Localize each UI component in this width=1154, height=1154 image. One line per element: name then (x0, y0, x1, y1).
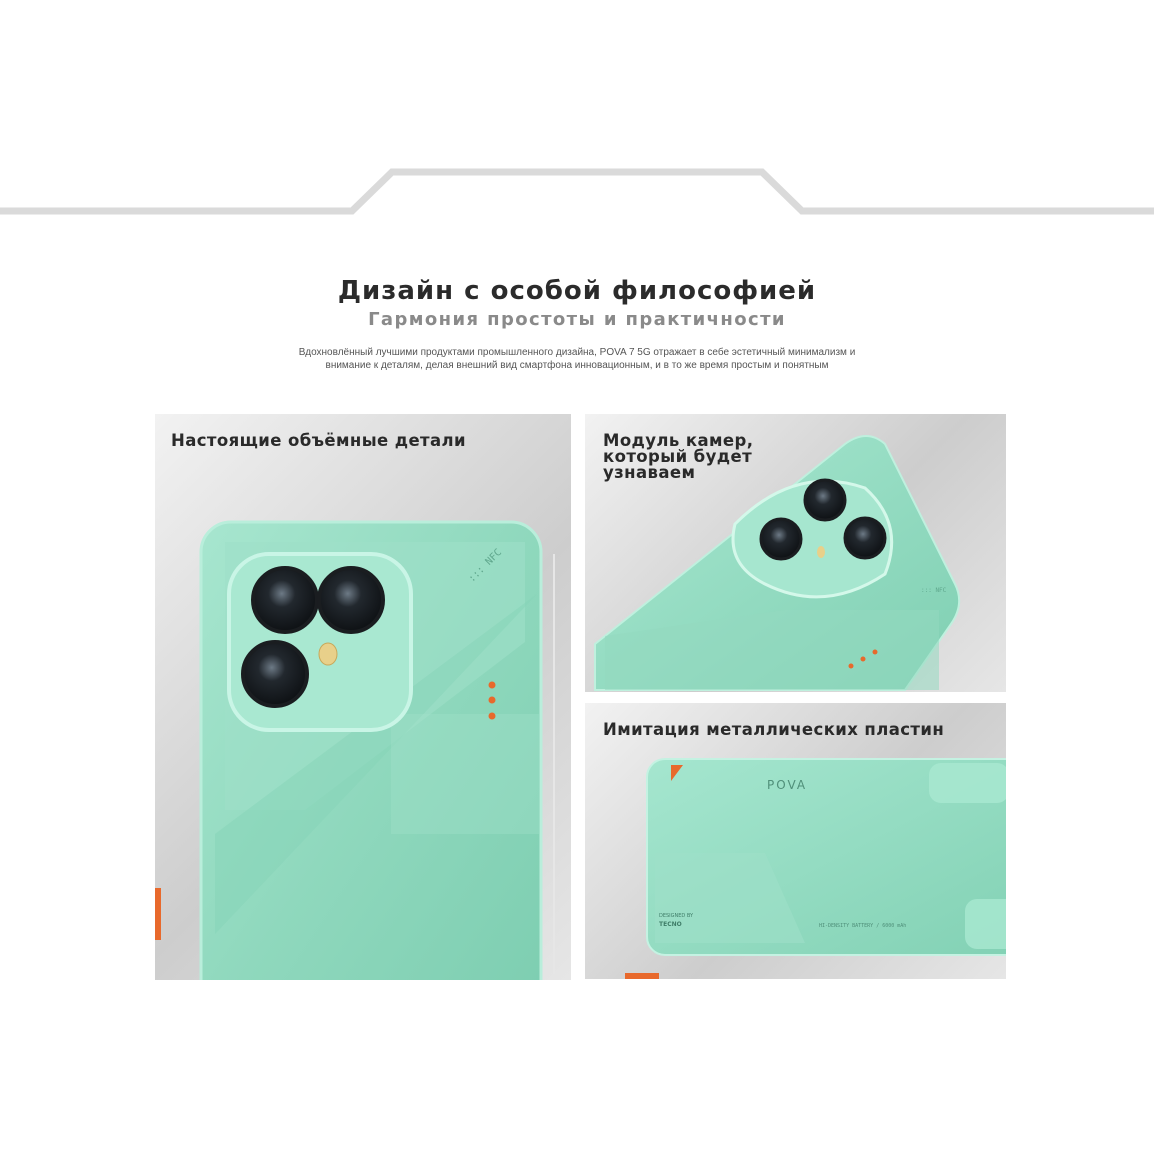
phone-back-image (155, 414, 571, 980)
camera-lens-icon (253, 568, 317, 632)
svg-text:POVA: POVA (767, 778, 808, 792)
svg-text:HI-DENSITY BATTERY / 6000 mAh: HI-DENSITY BATTERY / 6000 mAh (819, 923, 907, 929)
panel-label-metal-plates: Имитация металлических пластин (603, 720, 945, 739)
panel-label-volumetric-details: Настоящие объёмные детали (171, 431, 467, 450)
decorative-frame-line (0, 160, 1154, 220)
page-subtitle: Гармония простоты и практичности (368, 309, 786, 330)
page-description: Вдохновлённый лучшими продуктами промышленного дизайна, POVA 7 5G отражает в себе эстетичный минимализм и внимание к деталям, делая внешний вид смартфона инновационным, и в то же время простым и понятным (298, 347, 856, 371)
svg-text:DESIGNED BY: DESIGNED BY (659, 913, 694, 919)
feature-panel-volumetric-details (155, 414, 571, 980)
svg-text:::: NFC: ::: NFC (466, 547, 505, 585)
metal-plates-image (585, 703, 1006, 979)
orange-bottom-tab (625, 973, 659, 979)
page-title: Дизайн с особой философией (337, 276, 817, 306)
svg-text:::: NFC: ::: NFC (921, 587, 947, 594)
feature-panel-metal-plates (585, 703, 1006, 979)
panel-label-camera-module: Модуль камер, который будет узнаваем (603, 431, 754, 482)
orange-side-tab (155, 888, 161, 940)
svg-text:TECNO: TECNO (659, 921, 682, 928)
feature-panel-camera-module (585, 414, 1006, 692)
